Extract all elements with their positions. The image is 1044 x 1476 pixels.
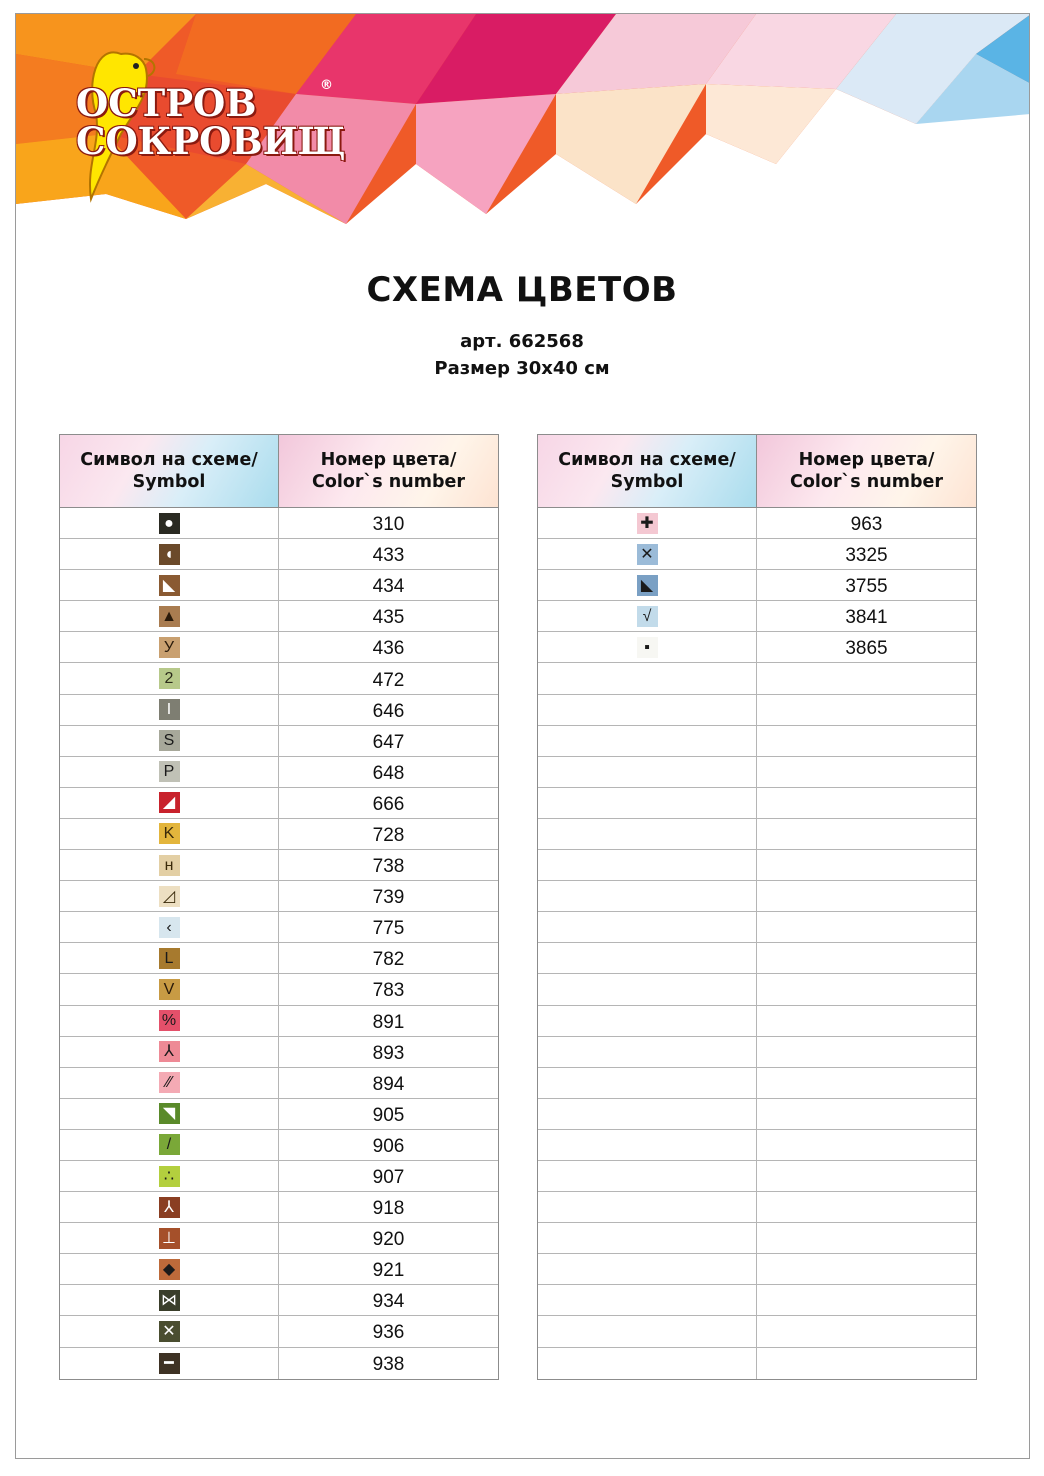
symbol-cell [538, 726, 757, 756]
color-number-cell: 920 [372, 1229, 405, 1251]
color-number-cell [757, 1192, 976, 1222]
symbol-swatch: ∴ [159, 1166, 180, 1187]
symbol-cell [538, 850, 757, 880]
color-number-cell: 728 [372, 824, 405, 846]
table-row [60, 881, 498, 912]
symbol-cell [60, 508, 279, 538]
table-row [60, 1037, 498, 1068]
symbol-cell [60, 1006, 279, 1036]
table-row [538, 1285, 976, 1316]
symbol-swatch: / [159, 1134, 180, 1155]
table-row [538, 539, 976, 570]
table-row [538, 663, 976, 694]
table-row [60, 1316, 498, 1347]
table-row [60, 1130, 498, 1161]
symbol-cell [538, 912, 757, 942]
symbol-cell [538, 632, 757, 662]
symbol-swatch: ✕ [637, 544, 658, 565]
color-number-cell [757, 1254, 976, 1284]
table-row [60, 1161, 498, 1192]
color-number-cell [757, 1161, 976, 1191]
color-number-cell: 918 [372, 1198, 405, 1220]
table-row [538, 601, 976, 632]
color-number-cell: 472 [372, 669, 405, 691]
symbol-cell [60, 1130, 279, 1160]
color-number-cell [757, 663, 976, 693]
symbol-cell [538, 539, 757, 569]
symbol-cell [60, 601, 279, 631]
table-row [60, 788, 498, 819]
symbol-cell [538, 1223, 757, 1253]
table-row [538, 757, 976, 788]
color-number-cell: 893 [372, 1042, 405, 1064]
header-symbol: Символ на схеме/ Symbol [538, 435, 757, 507]
table-row [60, 508, 498, 539]
symbol-cell [60, 1223, 279, 1253]
symbol-cell [60, 570, 279, 600]
table-row [538, 1316, 976, 1347]
table-row [60, 819, 498, 850]
color-number-cell [757, 1006, 976, 1036]
symbol-cell [60, 1068, 279, 1098]
symbol-cell [60, 539, 279, 569]
color-number-cell [757, 1037, 976, 1067]
table-row [538, 850, 976, 881]
symbol-swatch: ▪ [637, 637, 658, 658]
symbol-cell [538, 788, 757, 818]
color-number-cell: 738 [372, 856, 405, 878]
table-row [60, 1348, 498, 1379]
color-number-cell: 310 [372, 514, 405, 536]
color-number-cell [757, 1348, 976, 1379]
color-number-cell [757, 757, 976, 787]
symbol-swatch: н [159, 855, 180, 876]
symbol-swatch: ‹ [159, 917, 180, 938]
table-row [60, 1254, 498, 1285]
symbol-cell [538, 663, 757, 693]
symbol-swatch: ⊥ [159, 1228, 180, 1249]
symbol-cell [60, 881, 279, 911]
table-row [538, 819, 976, 850]
color-number-cell: 905 [372, 1104, 405, 1126]
table-body [538, 508, 976, 1379]
page-title: СХЕМА ЦВЕТОВ [366, 270, 678, 310]
symbol-cell [538, 601, 757, 631]
table-row [60, 1192, 498, 1223]
header-symbol: Символ на схеме/ Symbol [60, 435, 279, 507]
table-row [538, 881, 976, 912]
symbol-cell [60, 1037, 279, 1067]
table-row [60, 539, 498, 570]
symbol-swatch: V [159, 979, 180, 1000]
article-number: арт. 662568 [460, 331, 584, 352]
color-number-cell: 433 [372, 545, 405, 567]
table-row [538, 1348, 976, 1379]
symbol-swatch: K [159, 823, 180, 844]
symbol-cell [538, 570, 757, 600]
header-color-number: Номер цвета/ Color`s number [757, 435, 976, 507]
color-number-cell: 907 [372, 1167, 405, 1189]
table-header [60, 435, 498, 508]
symbol-cell [60, 1285, 279, 1315]
symbol-cell [538, 819, 757, 849]
symbol-swatch: ◣ [159, 575, 180, 596]
symbol-swatch: ⅄ [159, 1197, 180, 1218]
symbol-swatch: ◖ [159, 544, 180, 565]
color-number-cell: 739 [372, 887, 405, 909]
symbol-cell [60, 912, 279, 942]
color-number-cell: 963 [850, 514, 883, 536]
symbol-cell [60, 819, 279, 849]
symbol-cell [60, 974, 279, 1004]
symbol-cell [60, 1192, 279, 1222]
table-row [538, 912, 976, 943]
table-row [60, 1285, 498, 1316]
table-row [538, 1223, 976, 1254]
symbol-swatch: ━ [159, 1353, 180, 1374]
symbol-cell [538, 1316, 757, 1346]
symbol-cell [60, 695, 279, 725]
symbol-cell [538, 1037, 757, 1067]
symbol-swatch: ⅄ [159, 1041, 180, 1062]
table-row [538, 726, 976, 757]
table-row [60, 570, 498, 601]
symbol-swatch: √ [637, 606, 658, 627]
color-number-cell [757, 1130, 976, 1160]
table-row [60, 943, 498, 974]
color-number-cell: 775 [372, 918, 405, 940]
symbol-swatch: ✚ [637, 513, 658, 534]
color-number-cell: 891 [372, 1011, 405, 1033]
table-row [60, 850, 498, 881]
table-row [60, 726, 498, 757]
color-number-cell [757, 943, 976, 973]
symbol-cell [538, 974, 757, 1004]
table-row [60, 695, 498, 726]
symbol-cell [60, 1254, 279, 1284]
symbol-swatch: P [159, 761, 180, 782]
table-row [60, 663, 498, 694]
symbol-cell [538, 1285, 757, 1315]
table-body [60, 508, 498, 1379]
brand-logo [76, 78, 346, 163]
color-number-cell [757, 695, 976, 725]
symbol-swatch: ⁄⁄ [159, 1072, 180, 1093]
symbol-cell [538, 1192, 757, 1222]
symbol-swatch: S [159, 730, 180, 751]
symbol-swatch: % [159, 1010, 180, 1031]
color-number-cell: 3755 [845, 576, 888, 598]
color-number-cell: 894 [372, 1073, 405, 1095]
color-number-cell: 666 [372, 793, 405, 815]
table-row [60, 1099, 498, 1130]
color-number-cell [757, 726, 976, 756]
symbol-swatch: L [159, 948, 180, 969]
symbol-cell [538, 943, 757, 973]
table-row [538, 1161, 976, 1192]
color-number-cell: 648 [372, 762, 405, 784]
color-number-cell: 906 [372, 1135, 405, 1157]
color-table-right [537, 434, 977, 1380]
table-row [538, 1068, 976, 1099]
color-number-cell [757, 788, 976, 818]
symbol-cell [60, 1161, 279, 1191]
color-number-cell: 783 [372, 980, 405, 1002]
color-number-cell [757, 881, 976, 911]
table-row [538, 1130, 976, 1161]
symbol-swatch: ◣ [637, 575, 658, 596]
table-row [60, 1006, 498, 1037]
table-row [538, 788, 976, 819]
symbol-swatch: ✕ [159, 1321, 180, 1342]
symbol-cell [538, 695, 757, 725]
table-row [60, 912, 498, 943]
symbol-swatch: ◥ [159, 1103, 180, 1124]
symbol-cell [60, 663, 279, 693]
symbol-cell [60, 632, 279, 662]
symbol-cell [538, 881, 757, 911]
symbol-cell [538, 508, 757, 538]
symbol-swatch: У [159, 637, 180, 658]
color-number-cell [757, 819, 976, 849]
color-number-cell: 435 [372, 607, 405, 629]
color-number-cell [757, 912, 976, 942]
color-number-cell [757, 1099, 976, 1129]
symbol-swatch: ⋈ [159, 1290, 180, 1311]
color-number-cell [757, 1316, 976, 1346]
symbol-cell [538, 1068, 757, 1098]
color-number-cell: 934 [372, 1291, 405, 1313]
symbol-swatch: ◿ [159, 886, 180, 907]
color-number-cell [757, 974, 976, 1004]
registered-mark: ® [320, 78, 333, 93]
color-number-cell: 3325 [845, 545, 888, 567]
table-row [538, 508, 976, 539]
color-number-cell: 782 [372, 949, 405, 971]
color-number-cell: 3865 [845, 638, 888, 660]
symbol-swatch: 2 [159, 668, 180, 689]
symbol-cell [60, 1316, 279, 1346]
symbol-cell [538, 1130, 757, 1160]
symbol-cell [538, 757, 757, 787]
table-header [538, 435, 976, 508]
header-color-number: Номер цвета/ Color`s number [279, 435, 498, 507]
symbol-cell [60, 788, 279, 818]
table-row [538, 632, 976, 663]
symbol-cell [538, 1006, 757, 1036]
table-row [538, 974, 976, 1005]
table-row [538, 1099, 976, 1130]
table-row [60, 1068, 498, 1099]
symbol-cell [538, 1348, 757, 1379]
symbol-swatch: I [159, 699, 180, 720]
symbol-swatch: ◆ [159, 1259, 180, 1280]
symbol-cell [538, 1099, 757, 1129]
color-number-cell: 936 [372, 1322, 405, 1344]
table-row [60, 974, 498, 1005]
color-number-cell: 3841 [845, 607, 888, 629]
symbol-cell [60, 1099, 279, 1129]
color-number-cell: 436 [372, 638, 405, 660]
color-number-cell [757, 1223, 976, 1253]
symbol-cell [60, 757, 279, 787]
table-row [60, 757, 498, 788]
color-number-cell: 646 [372, 700, 405, 722]
table-row [538, 1006, 976, 1037]
table-row [60, 1223, 498, 1254]
table-row [538, 943, 976, 974]
symbol-swatch: ◢ [159, 792, 180, 813]
table-row [60, 601, 498, 632]
color-number-cell [757, 850, 976, 880]
color-number-cell: 938 [372, 1354, 405, 1376]
table-row [538, 695, 976, 726]
table-row [60, 632, 498, 663]
color-number-cell [757, 1068, 976, 1098]
symbol-swatch: ● [159, 513, 180, 534]
table-row [538, 1037, 976, 1068]
symbol-cell [538, 1161, 757, 1191]
symbol-cell [60, 850, 279, 880]
color-table-left [59, 434, 499, 1380]
color-number-cell: 647 [372, 731, 405, 753]
symbol-cell [60, 726, 279, 756]
symbol-cell [60, 943, 279, 973]
table-row [538, 1192, 976, 1223]
brand-line-1: ОСТРОВ [76, 81, 257, 125]
size-label: Размер 30х40 см [434, 358, 610, 379]
symbol-cell [538, 1254, 757, 1284]
color-number-cell: 434 [372, 576, 405, 598]
symbol-cell [60, 1348, 279, 1379]
color-number-cell [757, 1285, 976, 1315]
color-number-cell: 921 [372, 1260, 405, 1282]
brand-line-2: СОКРОВИЩ [76, 119, 346, 163]
symbol-swatch: ▲ [159, 606, 180, 627]
table-row [538, 570, 976, 601]
table-row [538, 1254, 976, 1285]
